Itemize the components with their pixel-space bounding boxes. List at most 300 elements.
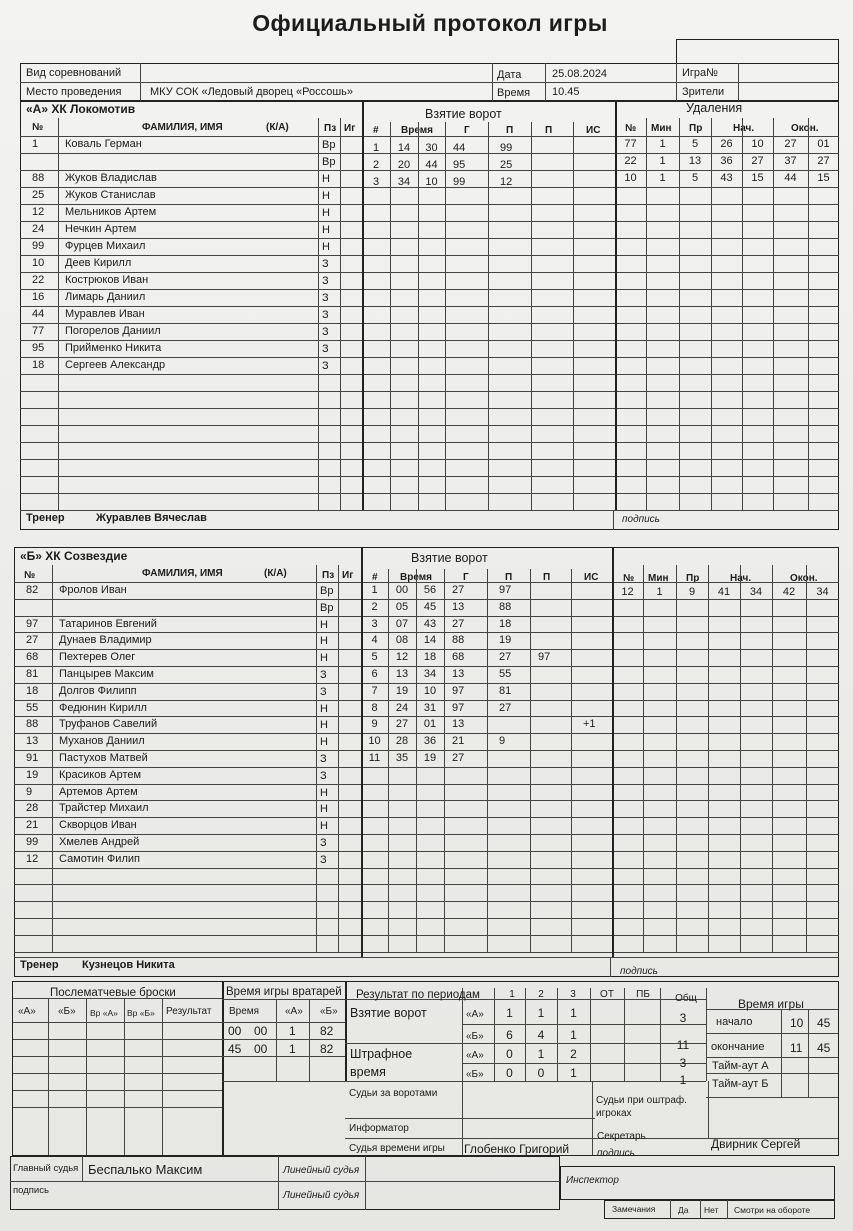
goal-second: 34 — [423, 668, 437, 680]
player-number: 99 — [32, 240, 45, 252]
grid-line — [612, 547, 614, 957]
b-pen-header-start: Нач. — [730, 573, 752, 584]
player-number: 82 — [26, 584, 39, 596]
b-col-header-no: № — [24, 570, 36, 581]
end-hour: 11 — [790, 1041, 803, 1055]
col-header-no: № — [32, 122, 44, 133]
player-number: 99 — [26, 836, 39, 848]
grid-line — [14, 817, 839, 818]
player-number: 12 — [32, 206, 45, 218]
date-value: 25.08.2024 — [552, 68, 608, 80]
pen-header-pr: Пр — [689, 123, 703, 134]
col-header-name: ФАМИЛИЯ, ИМЯ — [142, 122, 223, 133]
period-col-2: 2 — [538, 989, 544, 1000]
goal-scorer: 13 — [452, 600, 465, 613]
player-name: Нечкин Артем — [65, 223, 137, 235]
player-position: З — [322, 360, 329, 372]
grid-line — [14, 918, 839, 919]
b-goal-header-g: Г — [463, 572, 469, 583]
player-name: Погорелов Даниил — [65, 325, 161, 337]
goal-header-is: ИС — [586, 125, 601, 136]
goal-number: 3 — [371, 617, 378, 630]
grid-line — [20, 476, 839, 477]
player-position: Н — [320, 635, 328, 648]
player-position: Н — [322, 224, 330, 236]
player-number: 95 — [32, 342, 45, 354]
pim-row-label: Штрафное время — [350, 1047, 413, 1079]
penalty-end-sec: 01 — [817, 138, 830, 150]
period-score-cell: 11 — [676, 1038, 690, 1052]
player-position: З — [322, 258, 329, 270]
pen-header-no: № — [625, 123, 637, 134]
goal-assist-1: 81 — [499, 684, 512, 697]
goal-assist-1: 27 — [499, 651, 512, 664]
period-score-cell: 3 — [679, 1056, 687, 1070]
gk-team-a: 1 — [289, 1042, 296, 1056]
b-col-header-played: Иг — [342, 570, 354, 581]
player-name: Артемов Артем — [59, 785, 138, 798]
venue-label: Место проведения — [26, 86, 122, 98]
penalty-player: 12 — [621, 586, 634, 598]
team-a-goals-title: Взятие ворот — [425, 107, 502, 121]
team-a-coach: Журавлев Вячеслав — [96, 512, 207, 524]
goal-minute: 35 — [395, 752, 409, 764]
grid-line — [20, 255, 839, 256]
period-score-cell: 1 — [570, 1028, 577, 1042]
gk-minute: 00 — [228, 1024, 242, 1038]
goal-scorer: 44 — [453, 142, 466, 154]
b-goal-header-a1: П — [505, 572, 513, 583]
team-b-coach-label: Тренер — [20, 959, 59, 971]
goal-judges-label: Судьи за воротами — [349, 1088, 438, 1099]
player-name: Красиков Артем — [59, 768, 142, 781]
player-position: З — [322, 326, 329, 338]
shootout-col-gk-b: Вр «Б» — [127, 1008, 155, 1018]
goals-b-tag: «Б» — [466, 1031, 484, 1042]
player-position: Н — [320, 652, 328, 665]
goal-assist-1: 19 — [499, 634, 512, 647]
goal-number: 9 — [371, 718, 378, 731]
period-score-cell: 1 — [570, 1066, 577, 1080]
grid-line — [708, 565, 709, 952]
gk-team-b: 82 — [320, 1024, 334, 1038]
penalty-player: 22 — [624, 155, 637, 167]
grid-line — [20, 374, 839, 375]
period-col-3: 3 — [570, 989, 576, 1000]
start-label: начало — [716, 1016, 753, 1028]
goal-minute: 07 — [395, 617, 409, 630]
referee-name: Беспалько Максим — [88, 1162, 203, 1177]
player-position: З — [320, 769, 327, 782]
col-header-ka: (К/А) — [266, 122, 289, 133]
goal-scorer: 27 — [452, 617, 465, 630]
penalty-reason: 5 — [691, 172, 699, 184]
player-name: Муравлев Иван — [65, 308, 145, 320]
player-position: Н — [320, 786, 328, 799]
col-header-played: Иг — [344, 123, 356, 134]
grid-line — [20, 425, 839, 426]
penalty-player: 77 — [624, 138, 637, 150]
goal-header-a2: П — [545, 125, 553, 136]
grid-line — [14, 868, 839, 869]
goal-assist-1: 99 — [500, 142, 513, 154]
goal-assist-1: 25 — [500, 159, 513, 171]
shootout-col-a: «А» — [18, 1006, 36, 1017]
player-number: 24 — [32, 223, 45, 235]
player-number: 1 — [32, 138, 39, 150]
player-position: Н — [322, 190, 330, 202]
pen-header-start: Нач. — [733, 123, 755, 134]
period-score-cell: 0 — [537, 1066, 545, 1080]
player-name: Фролов Иван — [59, 584, 127, 596]
pim-a-tag: «А» — [466, 1050, 484, 1061]
grid-line — [676, 565, 677, 952]
time-label: Время — [497, 87, 531, 99]
player-position: Н — [322, 207, 330, 219]
goal-minute: 34 — [397, 176, 411, 188]
player-number: 88 — [32, 172, 45, 184]
goal-second: 14 — [423, 634, 437, 647]
penalty-start-min: 26 — [720, 138, 733, 150]
goal-minute: 20 — [397, 159, 411, 171]
penalty-end-min: 42 — [782, 586, 796, 598]
player-name: Скворцов Иван — [59, 819, 137, 832]
goal-number: 2 — [371, 600, 378, 613]
grid-line — [14, 884, 839, 885]
goal-assist-1: 97 — [499, 584, 512, 596]
timeout-b-label: Тайм-аут Б — [712, 1078, 769, 1090]
remarks-yes: Да — [678, 1205, 689, 1215]
linesman-1-label: Линейный судья — [283, 1165, 360, 1176]
grid-line — [14, 784, 839, 785]
goal-number: 5 — [371, 651, 378, 664]
period-col-pb: ПБ — [636, 989, 650, 1000]
grid-line — [14, 957, 839, 958]
goal-scorer: 95 — [453, 159, 466, 171]
shootout-title: Послематчевые броски — [50, 987, 176, 999]
penalty-reason: 9 — [688, 586, 696, 598]
player-number: 18 — [26, 684, 39, 697]
grid-line — [318, 118, 319, 510]
player-position: З — [320, 669, 327, 681]
b-goal-header-time: Время — [400, 572, 432, 583]
b-col-header-pos: Пз — [322, 570, 335, 581]
player-number: 18 — [32, 359, 45, 371]
penalty-minutes: 1 — [659, 172, 666, 184]
period-score-cell: 6 — [506, 1028, 513, 1042]
b-col-header-ka: (К/А) — [264, 568, 287, 579]
player-number: 77 — [32, 325, 45, 337]
periods-title: Результат по периодам — [356, 989, 480, 1001]
team-a-label: «А» ХК Локомотив — [26, 102, 136, 116]
grid-line — [530, 569, 531, 952]
period-col-total: Общ — [675, 993, 697, 1004]
grid-line — [531, 122, 532, 510]
goal-second: 36 — [423, 735, 437, 748]
player-number: 9 — [26, 785, 33, 798]
player-name: Кострюков Иван — [65, 274, 149, 286]
team-a-penalties-title: Удаления — [686, 101, 743, 115]
penalty-end-sec: 15 — [817, 172, 830, 184]
team-b-label: «Б» ХК Созвездие — [20, 549, 128, 563]
penalty-start-min: 43 — [720, 172, 733, 184]
grid-line — [14, 935, 839, 936]
goal-number: 4 — [371, 634, 378, 647]
goal-second: 10 — [425, 176, 438, 188]
player-position: З — [322, 343, 329, 355]
player-position: Н — [320, 618, 328, 631]
goal-header-time: Время — [401, 125, 433, 136]
player-name: Дунаев Владимир — [59, 634, 152, 647]
penalty-start-sec: 27 — [751, 155, 764, 167]
player-position: Вр — [320, 585, 334, 597]
player-number: 13 — [26, 735, 39, 748]
player-name: Лимарь Даниил — [65, 291, 146, 303]
gk-team-a: 1 — [289, 1024, 296, 1038]
player-name: Долгов Филипп — [59, 684, 137, 697]
goal-second: 45 — [423, 600, 437, 613]
player-name: Муханов Даниил — [59, 735, 145, 748]
referee-sign-label: подпись — [13, 1185, 49, 1196]
informer-label: Информатор — [349, 1123, 409, 1134]
player-number: 10 — [32, 257, 45, 269]
player-name: Хмелев Андрей — [59, 836, 140, 848]
referee-label: Главный судья — [13, 1163, 79, 1174]
col-header-pos: Пз — [324, 123, 337, 134]
player-number: 68 — [26, 651, 39, 664]
grid-line — [58, 136, 59, 510]
player-name: Трайстер Михаил — [59, 802, 149, 815]
game-number-box — [676, 39, 839, 64]
gk-col-b: «Б» — [320, 1006, 338, 1017]
gk-col-time: Время — [229, 1006, 260, 1017]
goal-second: 01 — [423, 718, 437, 731]
goal-assist-1: 88 — [499, 600, 512, 613]
gk-team-b: 82 — [320, 1042, 334, 1056]
goal-second: 18 — [423, 651, 437, 664]
grid-line — [573, 122, 574, 510]
goal-number: 10 — [368, 735, 381, 748]
player-number: 55 — [26, 701, 39, 714]
pim-b-tag: «Б» — [466, 1069, 484, 1080]
penalty-reason: 5 — [691, 138, 699, 150]
player-name: Жуков Станислав — [65, 189, 156, 201]
end-minute: 45 — [817, 1041, 831, 1055]
shootout-col-b: «Б» — [58, 1006, 76, 1017]
period-score-cell: 1 — [537, 1006, 545, 1020]
goal-header-a1: П — [506, 125, 514, 136]
penalty-end-sec: 27 — [817, 155, 830, 167]
player-position: З — [320, 685, 327, 698]
goal-assist-1: 27 — [499, 701, 512, 714]
player-name: Пехтерев Олег — [59, 651, 136, 664]
goal-minute: 24 — [395, 701, 409, 714]
grid-line — [740, 565, 741, 952]
period-score-cell: 1 — [506, 1006, 513, 1020]
goal-second: 44 — [425, 159, 438, 171]
period-score-cell: 2 — [570, 1047, 577, 1061]
grid-line — [20, 442, 839, 443]
goals-row-label: Взятие ворот — [350, 1006, 427, 1020]
penalty-minutes: 1 — [656, 586, 663, 598]
goal-number: 3 — [372, 176, 380, 188]
player-name: Фурцев Михаил — [65, 240, 146, 252]
player-number: 19 — [26, 768, 39, 781]
b-pen-header-end: Окон. — [790, 573, 818, 584]
period-col-ot: ОТ — [600, 989, 614, 1000]
grid-line — [20, 459, 839, 460]
goal-assist-1: 9 — [499, 735, 506, 748]
penalty-box-judges-label: Судьи при оштраф. игроках — [596, 1095, 687, 1119]
period-col-1: 1 — [509, 989, 515, 1000]
goal-assist-1: 12 — [500, 176, 513, 188]
inspector-label: Инспектор — [566, 1175, 619, 1186]
player-name: Труфанов Савелий — [59, 718, 158, 731]
player-number: 88 — [26, 718, 39, 731]
goal-second: 43 — [423, 617, 437, 630]
page-title: Официальный протокол игры — [252, 10, 608, 36]
penalty-start-min: 36 — [720, 155, 733, 167]
goal-minute: 05 — [395, 600, 409, 613]
grid-line — [20, 408, 839, 409]
competition-label: Вид соревнований — [26, 67, 122, 79]
linesman-2-label: Линейный судья — [283, 1190, 360, 1201]
player-name: Панцырев Максим — [59, 668, 154, 680]
goal-minute: 12 — [395, 651, 409, 664]
shootout-col-gk-a: Вр «А» — [90, 1008, 118, 1018]
period-score-cell: 1 — [570, 1006, 577, 1020]
player-name: Мельников Артем — [65, 206, 157, 218]
goal-minute: 19 — [395, 684, 409, 697]
goal-header-g: Г — [464, 125, 470, 136]
period-score-cell: 0 — [506, 1047, 513, 1061]
venue-value: МКУ СОК «Ледовый дворец «Россошь» — [150, 86, 354, 98]
player-position: З — [322, 292, 329, 304]
goal-minute: 00 — [395, 584, 409, 596]
remarks-no: Нет — [704, 1205, 719, 1215]
goal-scorer: 13 — [452, 718, 465, 731]
goal-second: 30 — [425, 142, 438, 154]
goal-scorer: 27 — [452, 584, 465, 596]
penalty-end-min: 37 — [784, 155, 797, 167]
period-score-cell: 3 — [679, 1011, 687, 1025]
goal-minute: 28 — [395, 735, 409, 748]
gk-minute: 45 — [228, 1042, 242, 1056]
grid-line — [20, 510, 839, 511]
pen-header-end: Окон. — [791, 123, 819, 134]
player-number: 28 — [26, 802, 39, 815]
player-number: 21 — [26, 819, 39, 832]
grid-line — [338, 565, 339, 952]
player-name: Самотин Филип — [59, 852, 140, 865]
player-position: З — [320, 853, 327, 866]
gk-second: 00 — [254, 1042, 268, 1056]
goal-assist-2: 97 — [538, 651, 551, 664]
player-position: Н — [322, 173, 330, 185]
grid-line — [316, 565, 317, 952]
team-a-coach-label: Тренер — [26, 512, 65, 524]
penalty-minutes: 1 — [659, 155, 666, 167]
goal-number: 6 — [371, 668, 378, 680]
player-number: 22 — [32, 274, 45, 286]
grid-line — [340, 118, 341, 510]
timekeeper-label: Судья времени игры — [349, 1143, 445, 1154]
spectators-label: Зрители — [682, 86, 725, 98]
player-position: З — [320, 753, 327, 765]
penalty-start-sec: 34 — [749, 586, 763, 598]
goal-minute: 27 — [395, 718, 409, 731]
penalty-start-sec: 10 — [751, 138, 764, 150]
b-pen-header-no: № — [623, 573, 635, 584]
time-value: 10.45 — [552, 86, 580, 98]
pen-header-min: Мин — [651, 123, 672, 134]
player-number: 91 — [26, 752, 39, 764]
player-name: Федюнин Кирилл — [59, 701, 147, 714]
grid-line — [571, 569, 572, 952]
grid-line — [445, 122, 446, 510]
penalty-start-min: 41 — [717, 586, 731, 598]
goal-number: 7 — [371, 684, 378, 697]
goal-scorer: 68 — [452, 651, 465, 664]
period-score-cell: 1 — [537, 1047, 545, 1061]
grid-line — [488, 122, 489, 510]
goal-number: 1 — [372, 142, 380, 154]
player-name: Деев Кирилл — [65, 257, 132, 269]
player-name: Жуков Владислав — [65, 172, 157, 184]
goal-number: 11 — [368, 752, 381, 764]
player-name: Коваль Герман — [65, 138, 142, 150]
grid-line — [20, 493, 839, 494]
end-label: окончание — [711, 1041, 765, 1053]
goal-scorer: 21 — [452, 735, 465, 748]
grid-line — [487, 569, 488, 952]
goal-second: 19 — [423, 752, 437, 764]
goal-scorer: 88 — [452, 634, 465, 647]
goal-assist-1: 55 — [499, 668, 512, 680]
player-position: Н — [320, 719, 328, 732]
b-pen-header-pr: Пр — [686, 573, 700, 584]
goal-number: 2 — [372, 159, 380, 171]
timeout-a-label: Тайм-аут А — [712, 1060, 769, 1072]
remarks-label: Замечания — [612, 1204, 656, 1214]
player-number: 27 — [26, 634, 39, 647]
goal-second: 31 — [423, 701, 437, 714]
secretary-label: Секретарь — [597, 1131, 646, 1142]
player-position: З — [322, 309, 329, 321]
team-b-goals-title: Взятие ворот — [411, 551, 488, 565]
player-number: 44 — [32, 308, 45, 320]
game-time-title: Время игры — [738, 997, 804, 1011]
grid-line — [444, 569, 445, 952]
b-col-header-name: ФАМИЛИЯ, ИМЯ — [142, 568, 223, 579]
grid-line — [20, 221, 839, 222]
goal-second: 10 — [423, 684, 437, 697]
player-position: Вр — [322, 156, 336, 168]
gk-col-a: «А» — [285, 1006, 303, 1017]
goal-scorer: 97 — [452, 684, 465, 697]
player-position: Вр — [320, 601, 334, 614]
penalty-reason: 13 — [688, 155, 702, 167]
penalty-minutes: 1 — [659, 138, 666, 150]
date-label: Дата — [497, 69, 522, 81]
team-b-signature-label: подпись — [620, 966, 658, 977]
b-goal-header-num: # — [372, 572, 378, 583]
player-position: З — [322, 275, 329, 287]
goal-number: 8 — [371, 701, 378, 714]
goal-minute: 14 — [397, 142, 411, 154]
grid-line — [20, 391, 839, 392]
goal-scorer: 13 — [452, 668, 465, 680]
